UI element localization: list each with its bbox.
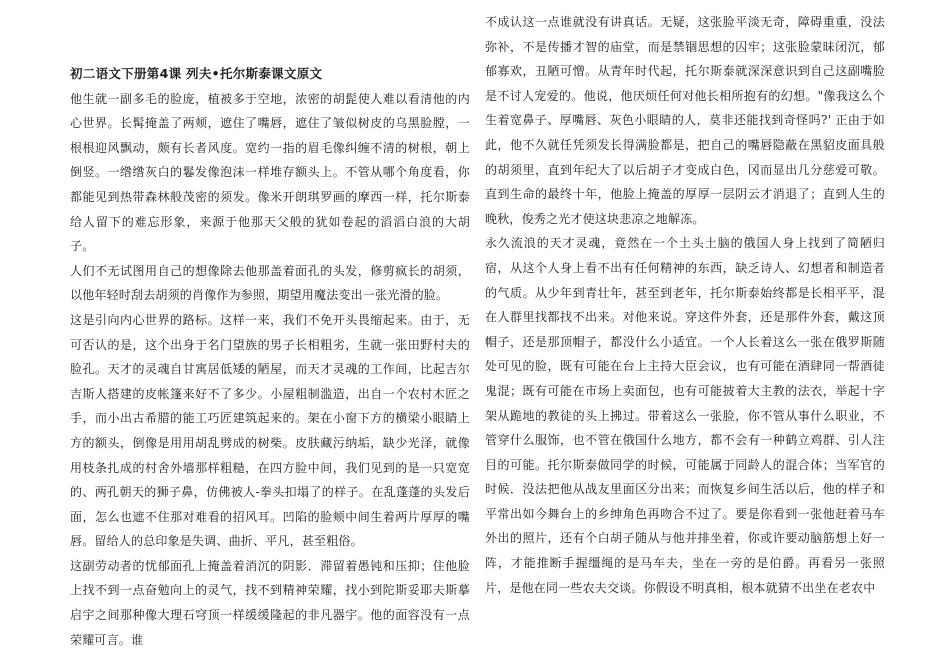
paragraph: 他生就一副多毛的脸庞，植被多于空地，浓密的胡髭使人难以看清他的内心世界。长髯掩盖了两颊，遮住了嘴唇，遮住了皱似树皮的乌黑脸膛，一根根迎风飘动，颇有长者风度。宽约一指的眉毛像纠缠不清的树根，朝上倒竖。一绺绺灰白的鬈发像泡沫一样堆存额头上。不管从哪个角度看，你都能见到热带森林般茂密的须发。像米开朗琪罗画的摩西一样，托尔斯泰给人留下的难忘形象，来源于他那天父般的犹如卷起的滔滔白浪的大胡子。 [70,91,470,254]
left-column [70,62,470,652]
paragraph: 不成认这一点谁就没有讲真话。无疑，这张脸平淡无奇，障碍重重，没法弥补，不是传播才智的庙堂，而是禁锢思想的囚牢；这张脸蒙昧闭沉，郁郁寡欢，丑陋可憎。从青年时代起，托尔斯泰就深深意识到自己这副嘴脸是不讨人宠爱的。他说，他厌烦任何对他长相所抱有的幻想。"像我这么个生着宽鼻子、厚嘴唇、灰色小眼睛的人，莫非还能找到奇怪吗?' 正由于如此，他不久就任凭须发长得满脸都是，把自己的嘴唇隐蔽在黑貂皮面具般的胡须里，直到年纪大了以后胡子才变成白色，冈而显出几分慈爱可敬。直到生命的最终十年，他脸上掩盖的厚厚一层阴云才消退了；直到人生的晚秋，俊秀之光才使这块悲凉之地解冻。 [485,15,885,226]
right-column [485,10,885,600]
paragraph: 这副劳动者的忧郁面孔上掩盖着消沉的阴影．滞留着愚钝和压抑；住他脸上找不到一点奋勉向上的灵气，找不到精神荣耀，找小到陀斯妥耶夫斯摹启宇之间那种像大理石穹顶一样缓缓隆起的非凡器宇。他的面容没有一点荣耀可言。谁 [70,558,470,647]
document-title: 初二语文下册第4课 列夫•托尔斯泰课文原文 [70,66,323,81]
paragraph: 这是引向内心世界的路标。这样一来，我们不免开头畏缩起来。由于，无可否认的是，这个出身于名门望族的男子长相粗劣，生就一张田野村夫的脸孔。天才的灵魂自甘寓居低矮的陋屋，而天才灵魂的工作间，比起吉尔吉斯人搭建的皮帐篷来好不了多少。小屋粗制滥造，出自一个农村木匠之手，而小出古希腊的能工巧匠建筑起来的。架在小窗下方的横梁小眼睛上方的额头，倒像是用用胡乱劈成的树柴。皮肤藏污纳垢，缺少光泽，就像用枝条扎成的村舍外墙那样粗糙，在四方脸中间，我们见到的是一只宽宽的、两孔朝天的狮子鼻，仿佛被人-拳头扣塌了的样子。在乱蓬蓬的头发后面，怎么也遮不住那对难看的招风耳。凹陷的脸颊中间生着两片厚厚的嘴唇。留给人的总印象是失调、曲折、平凡，甚至粗俗。 [70,312,470,549]
paragraph: 永久流浪的天才灵魂，竟然在一个土头土脑的俄国人身上找到了简陋归宿，从这个人身上看不出有任何精神的东西，缺乏诗人、幻想者和制造者的气质。从少年到青壮年，甚至到老年，托尔斯泰始终都是长相平平，混在人群里找都找不出来。对他来说。穿这件外套，还是那件外套，戴这顶帽子，还是那顶帽子，都没什么小适宜。一个人长着这么一张在俄罗斯随处可见的脸，既有可能在台上主持大臣会议，也有可能在酒肆同一帮酒徒鬼混；既有可能在市场上卖面包，也有可能披着大主教的法衣，举起十字架从跪地的教徒的头上拂过。带着这么一张脸，你不管从事什么职业，不管穿什么服饰，也不管在俄国什么地方，都不会有一种鹤立鸡群、引人注目的可能。托尔斯泰做同学的时候，可能属于同龄人的混合体；当军官的时候．没法把他从战友里面区分出来；而恢复乡间生活以后，他的样子和平常出如今舞台上的乡绅角色再吻合不过了。要是你看到一张他赶着马车外出的照片，还有个白胡子随从与他并排坐着，你或许要动脑筋想上好一阵，才能推断手握缰绳的是马车夫，坐在一旁的是伯爵。再看另一张照片，是他在同一些农夫交谈。你假设不明真相，根本就猜不出坐在老农中 [485,236,885,595]
paragraph: 人们不无试图用自己的想像除去他那盖着面孔的头发，修剪疯长的胡须，以他年轻时刮去胡须的肖像作为参照，期望用魔法变出一张光滑的脸。 [70,263,470,303]
